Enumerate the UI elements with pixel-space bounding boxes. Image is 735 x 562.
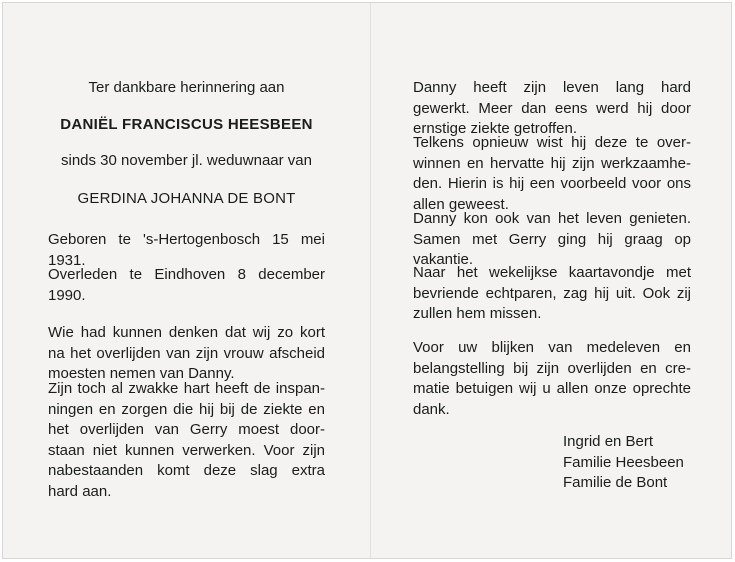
text-line: Samen met Gerry ging hij graag op	[413, 230, 691, 248]
right-paragraph-3	[413, 209, 691, 271]
right-paragraph-5	[413, 338, 691, 420]
birth-line: Geboren te 's-Hertogenbosch 15 mei	[48, 231, 325, 248]
text-line: moesten nemen van Danny.	[48, 365, 235, 382]
text-line: ningen en zorgen die hij bij de ziekte en	[48, 400, 325, 418]
text-line: Voor uw blijken van medeleven en	[413, 339, 691, 356]
text-line: winnen en hervatte hij zijn werkzaamhe-	[413, 154, 691, 172]
intro-line: Ter dankbare herinnering aan	[88, 79, 285, 96]
right-paragraph-2	[413, 133, 691, 215]
signoff-line: Familie de Bont	[563, 474, 668, 491]
text-line: bevriende echtparen, zag hij uit. Ook zij	[413, 284, 691, 302]
text-line: Wie had kunnen denken dat wij zo kort	[48, 324, 325, 341]
text-line: allen geweest.	[413, 195, 509, 213]
text-line: dank.	[413, 400, 450, 418]
right-paragraph-1	[413, 78, 691, 140]
text-line: Danny heeft zijn leven lang hard	[413, 79, 691, 96]
text-line: staan niet kunnen verwerken. Voor zijn	[48, 441, 325, 459]
text-line: Danny kon ook van het leven genieten.	[413, 210, 691, 227]
text-line: belangstelling bij zijn overlijden en cre-	[413, 359, 691, 377]
death-info	[48, 265, 325, 306]
widower-line: sinds 30 november jl. weduwnaar van	[61, 152, 312, 169]
text-line: gewerkt. Meer dan eens werd hij door	[413, 99, 691, 117]
text-line: Naar het wekelijkse kaartavondje met	[413, 264, 691, 281]
death-line: Overleden te Eindhoven 8 december	[48, 266, 325, 283]
birth-year: 1931.	[48, 251, 86, 269]
left-paragraph-2	[48, 379, 325, 502]
text-line: matie betuigen wij u allen onze oprechte	[413, 380, 691, 397]
signoff-line: Familie Heesbeen	[563, 453, 684, 471]
text-line: na het overlijden van zijn vrouw afscheid	[48, 344, 325, 362]
deceased-name: DANIËL FRANCISCUS HEESBEEN	[60, 116, 313, 133]
text-line: vakantie.	[413, 251, 474, 268]
text-line: zullen hem missen.	[413, 305, 542, 322]
card-fold-line	[370, 3, 371, 558]
death-year: 1990.	[48, 286, 86, 304]
text-line: hard aan.	[48, 482, 112, 500]
signoff	[563, 432, 703, 494]
signoff-line: Ingrid en Bert	[563, 433, 654, 450]
text-line: het overlijden van Gerry moest door-	[48, 421, 325, 438]
text-line: Zijn toch al zwakke hart heeft de inspan-	[48, 380, 325, 397]
text-line: ernstige ziekte getroffen.	[413, 120, 577, 137]
right-paragraph-4	[413, 263, 691, 325]
text-line: nabestaanden komt deze slag extra	[48, 462, 325, 479]
text-line: Telkens opnieuw wist hij deze te over-	[413, 134, 691, 151]
left-paragraph-1	[48, 323, 325, 385]
memorial-card	[2, 2, 732, 559]
text-line: den. Hierin is hij een voorbeeld voor ons	[413, 175, 691, 192]
spouse-name: GERDINA JOHANNA DE BONT	[77, 190, 296, 207]
